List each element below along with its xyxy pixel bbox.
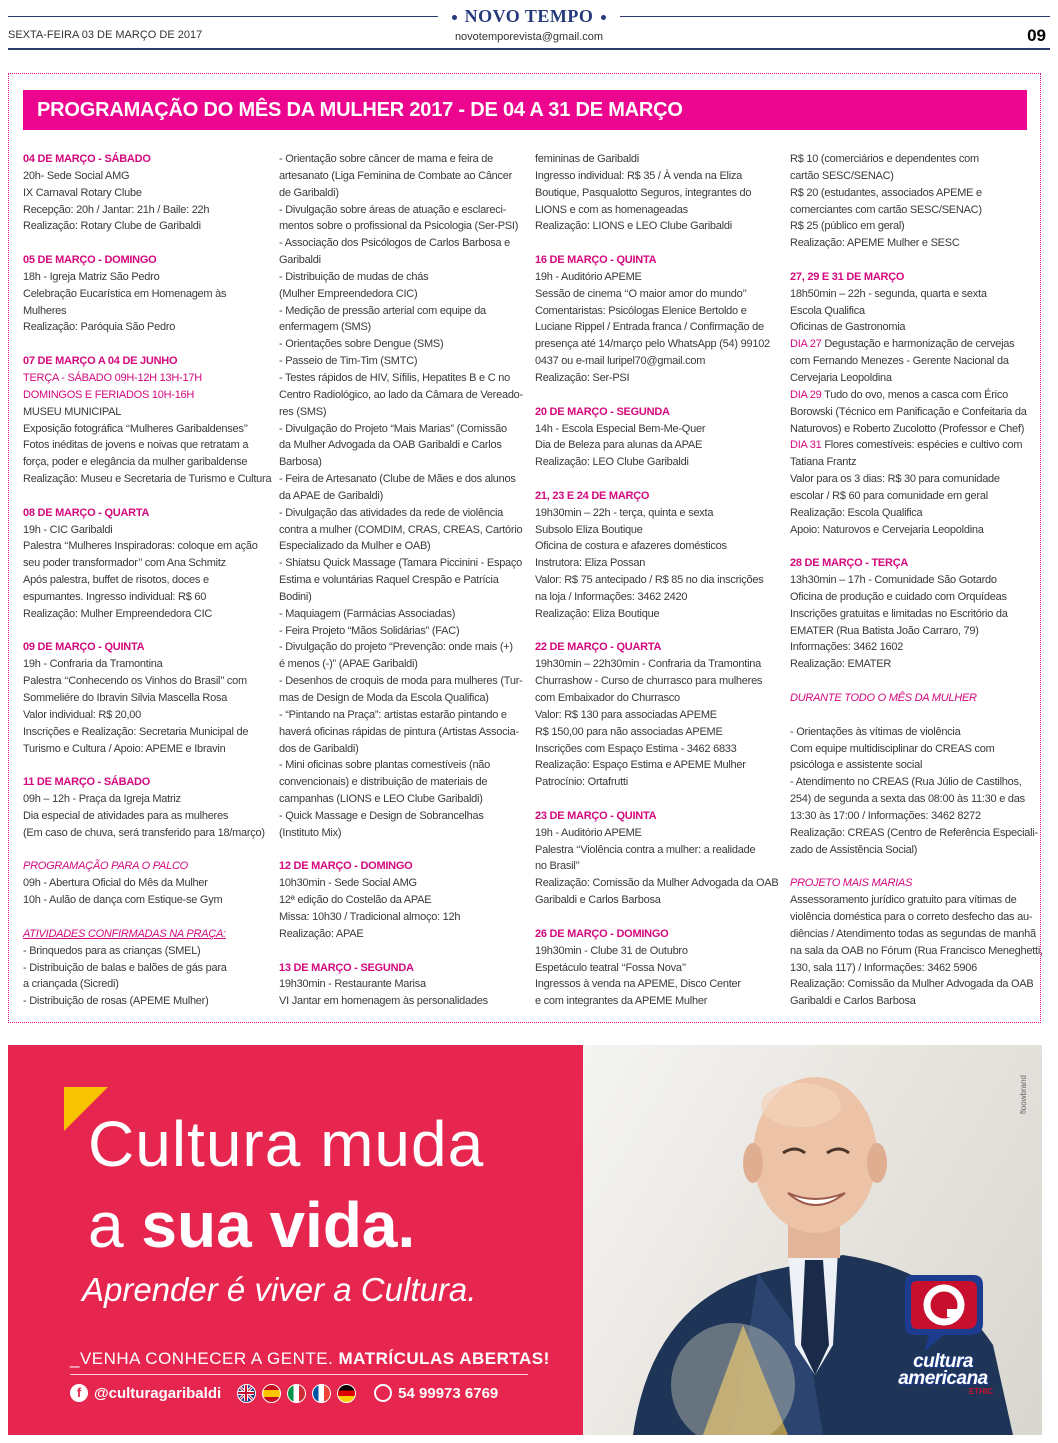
event-detail: 09h – 12h - Praça da Igreja Matriz: [23, 793, 181, 806]
event-detail: Palestra ‘‘Conhecendo os Vinhos do Brasil’’ com: [23, 675, 247, 688]
event-detail: - Mini oficinas sobre plantas comestíveis (não: [279, 759, 491, 772]
event-detail: Bodini): [279, 590, 312, 603]
event-detail: Missa: 10h30 / Tradicional almoço: 12h: [279, 910, 461, 923]
event-detail: na sala da OAB no Fórum (Rua Francisco Meneghetti,: [790, 944, 1043, 957]
event-detail: (Em caso de chuva, será transferido para 18/março): [23, 826, 265, 839]
event-date-heading: 11 DE MARÇO - SÁBADO: [23, 776, 151, 789]
spacer: [23, 488, 268, 505]
italy-flag-icon: [287, 1384, 306, 1403]
event-detail: Subsolo Eliza Boutique: [535, 523, 643, 536]
event-detail: 254) de segunda a sexta das 08:00 às 11:30 e das: [790, 793, 1025, 806]
ad-cta-text: _VENHA CONHECER A GENTE.: [70, 1349, 339, 1368]
event-detail: Valor: R$ 75 antecipado / R$ 85 no dia inscrições: [535, 574, 764, 587]
event-detail: campanhas (LIONS e LEO Clube Garibaldi): [279, 793, 483, 806]
event-detail: da Mulher Advogada da OAB Garibaldi e Carlos: [279, 439, 502, 452]
event-detail: - Testes rápidos de HIV, Sífilis, Hepatites B e C no: [279, 371, 510, 384]
event-detail: Barbosa): [279, 456, 322, 469]
spacer: [23, 842, 268, 859]
event-date-heading: 05 DE MARÇO - DOMINGO: [23, 254, 157, 267]
event-detail: Realização: Escola Qualifica: [790, 506, 923, 519]
event-detail: - Shiatsu Quick Massage (Tamara Piccinini - Espaço: [279, 557, 523, 570]
event-detail: 10h - Aulão de dança com Estique-se Gym: [23, 894, 223, 907]
ad-panel: [8, 1045, 583, 1435]
contact-email[interactable]: novotemporevista@gmail.com: [454, 31, 604, 43]
event-detail: - Passeio de Tim-Tim (SMTC): [279, 355, 418, 368]
logo-text-1: cultura: [913, 1351, 973, 1372]
event-detail: 18h - Igreja Matriz São Pedro: [23, 270, 160, 283]
event-date-heading: 26 DE MARÇO - DOMINGO: [535, 927, 669, 940]
event-detail: 19h - Auditório APEME: [535, 270, 642, 283]
spacer: [535, 387, 780, 404]
event-detail: - Distribuição de rosas (APEME Mulher): [23, 995, 209, 1008]
spacer: [279, 943, 524, 960]
ad-headline-1: Cultura muda: [88, 1108, 485, 1180]
event-detail: 19h30min - Clube 31 de Outubro: [535, 944, 688, 957]
event-detail: R$ 150,00 para não associadas APEME: [535, 725, 723, 738]
event-detail: Sessão de cinema ‘‘O maior amor do mundo’’: [535, 287, 747, 300]
spacer: [790, 252, 1035, 269]
event-detail: - Maquiagem (Farmácias Associadas): [279, 607, 456, 620]
publication-name: NOVO TEMPO: [464, 6, 594, 26]
event-detail: Inscrições gratuitas e limitadas no Escritório da: [790, 607, 1008, 620]
event-detail: violência doméstica para o correto desfecho das au-: [790, 910, 1033, 923]
event-detail: 130, sala 117) / Informações: 3462 5906: [790, 961, 977, 974]
event-detail: escolar / R$ 60 para comunidade em geral: [790, 489, 988, 502]
event-detail: - Associação dos Psicólogos de Carlos Barbosa e: [279, 237, 510, 250]
day-label: DIA 31: [790, 439, 822, 452]
spacer: [535, 909, 780, 926]
event-detail: Valor para os 3 dias: R$ 30 para comunidade: [790, 473, 1000, 486]
event-detail: Patrocínio: Ortafrutti: [535, 776, 628, 789]
event-date-heading: 27, 29 E 31 DE MARÇO: [790, 270, 905, 283]
event-detail: 12ª edição do Costelão da APAE: [279, 894, 432, 907]
spacer: [790, 673, 1035, 690]
event-detail: Garibaldi e Carlos Barbosa: [535, 894, 661, 907]
event-detail: Tatiana Frantz: [790, 456, 857, 469]
event-detail: Realização: Rotary Clube de Garibaldi: [23, 220, 201, 233]
event-date-heading: 22 DE MARÇO - QUARTA: [535, 641, 662, 654]
spacer: [23, 909, 268, 926]
event-detail: Turismo e Cultura / Apoio: APEME e Ibravin: [23, 742, 226, 755]
whatsapp-icon[interactable]: [374, 1384, 392, 1402]
event-detail: 13h30min – 17h - Comunidade São Gotardo: [790, 574, 997, 587]
event-detail: Realização: Mulher Empreendedora CIC: [23, 607, 213, 620]
event-date-heading: 28 DE MARÇO - TERÇA: [790, 557, 909, 570]
event-detail: 13:30 às 17:00 / Informações: 3462 8272: [790, 809, 981, 822]
event-detail: haverá oficinas rápidas de pintura (Artistas Associa-: [279, 725, 519, 738]
event-detail: cartão SESC/SENAC): [790, 169, 894, 182]
event-detail: - Atendimento no CREAS (Rua Júlio de Castilhos,: [790, 776, 1022, 789]
event-detail: Realização: Paróquia São Pedro: [23, 321, 176, 334]
event-detail: Naturovos) e Roberto Zucolotto (Professor e Chef): [790, 422, 1025, 435]
event-detail: Ingresso individual: R$ 35 / À venda na Eliza: [535, 169, 743, 182]
spacer: [23, 235, 268, 252]
event-detail: - Quick Massage e Design de Sobrancelhas: [279, 809, 484, 822]
program-column-1: [23, 151, 272, 1010]
event-date-heading: 12 DE MARÇO - DOMINGO: [279, 860, 413, 873]
event-detail: Inscrições e Realização: Secretaria Municipal de: [23, 725, 249, 738]
event-detail: contra a mulher (COMDIM, CRAS, CREAS, Cartório: [279, 523, 523, 536]
spacer: [535, 471, 780, 488]
event-detail: R$ 10 (comerciários e dependentes com: [790, 153, 979, 165]
event-detail: Oficinas de Gastronomia: [790, 321, 906, 334]
event-detail: 09h - Abertura Oficial do Mês da Mulher: [23, 877, 208, 890]
section-subheading: PROJETO MAIS MARIAS: [790, 877, 913, 890]
event-date-heading: 13 DE MARÇO - SEGUNDA: [279, 961, 414, 974]
event-detail: 19h - Confraria da Tramontina: [23, 658, 163, 671]
event-detail: - Orientações sobre Dengue (SMS): [279, 338, 444, 351]
section-subheading: PROGRAMAÇÃO PARA O PALCO: [23, 860, 188, 873]
event-detail: 19h - Auditório APEME: [535, 826, 642, 839]
event-date-heading: 21, 23 E 24 DE MARÇO: [535, 489, 650, 502]
event-detail: - Distribuição de balas e balões de gás para: [23, 961, 227, 974]
france-flag-icon: [312, 1384, 331, 1403]
event-detail: Instrutora: Eliza Possan: [535, 557, 646, 570]
masthead-rule-bottom: [8, 48, 1050, 50]
masthead-title: [0, 6, 1058, 27]
event-detail: Estima e voluntárias Raquel Crespão e Patrícia: [279, 574, 499, 587]
event-date-heading: 08 DE MARÇO - QUARTA: [23, 506, 150, 519]
event-detail: de Garibaldi): [279, 186, 339, 199]
event-detail: Mulheres: [23, 304, 67, 317]
program-column-3: [535, 151, 780, 1010]
event-detail: - Distribuição de mudas de chás: [279, 270, 429, 283]
ad-headline-2-prefix: a: [88, 1189, 142, 1261]
event-detail: 19h30min – 22h30min - Confraria da Tramontina: [535, 658, 761, 671]
event-detail: Realização: Eliza Boutique: [535, 607, 660, 620]
event-detail: espumantes. Ingresso individual: R$ 60: [23, 590, 207, 603]
event-detail: Valor: R$ 130 para associadas APEME: [535, 708, 717, 721]
event-detail: Churrashow - Curso de churrasco para mulheres: [535, 675, 763, 688]
event-detail: na loja / Informações: 3462 2420: [535, 590, 688, 603]
spacer: [535, 791, 780, 808]
photo-credit: floowbrand: [1019, 1075, 1028, 1115]
event-detail: 20h- Sede Social AMG: [23, 169, 130, 182]
day-label: DIA 29: [790, 388, 822, 401]
bullet-icon: [601, 15, 606, 20]
event-detail: Realização: Museu e Secretaria de Turismo e Cultura: [23, 473, 272, 486]
event-detail: psicóloga e assistente social: [790, 759, 923, 772]
spacer: [790, 707, 1035, 724]
event-date-heading: 20 DE MARÇO - SEGUNDA: [535, 405, 670, 418]
cultura-americana-logo: [883, 1273, 1003, 1396]
event-detail: 10h30min - Sede Social AMG: [279, 877, 417, 890]
event-detail: no Brasil’’: [535, 860, 580, 873]
event-detail: Exposição fotográfica ‘‘Mulheres Garibaldenses’’: [23, 422, 248, 435]
event-detail: - Orientação sobre câncer de mama e feira de: [279, 153, 494, 165]
event-detail: presença até 14/março pelo WhatsApp (54) 99102: [535, 338, 770, 351]
social-handle[interactable]: @culturagaribaldi: [94, 1384, 222, 1402]
event-detail: Boutique, Pasqualotto Seguros, integrantes do: [535, 186, 752, 199]
program-title: PROGRAMAÇÃO DO MÊS DA MULHER 2017 - DE 04 A 31 DE MARÇO: [23, 90, 1027, 130]
event-detail: Valor individual: R$ 20,00: [23, 708, 142, 721]
spacer: [23, 623, 268, 640]
event-detail: R$ 25 (público em geral): [790, 220, 905, 233]
event-detail: Escola Qualifica: [790, 304, 865, 317]
event-detail: mas de Design de Moda da Escola Qualifica): [279, 692, 489, 704]
event-date-heading: 16 DE MARÇO - QUINTA: [535, 254, 657, 267]
event-detail: 19h30min - Restaurante Marisa: [279, 978, 426, 991]
event-detail: - Divulgação do Projeto “Mais Marias” (Comissão: [279, 422, 507, 435]
logo-text-2: americana: [898, 1368, 988, 1389]
day-label: DIA 27: [790, 338, 822, 351]
program-column-4: [790, 151, 1043, 1010]
event-detail: - Divulgação do projeto “Prevenção: onde mais (+): [279, 641, 513, 654]
spacer: [790, 858, 1035, 875]
ad-photo-panel: [583, 1045, 1042, 1435]
event-detail: dos de Garibaldi): [279, 742, 359, 755]
event-detail: R$ 20 (estudantes, associados APEME e: [790, 186, 982, 199]
spacer: [23, 336, 268, 353]
event-detail: convencionais) e distribuição de materiais de: [279, 776, 488, 789]
event-detail: Oficina de costura e afazeres domésticos: [535, 540, 727, 553]
event-detail: Após palestra, buffet de risotos, doces e: [23, 574, 209, 587]
event-detail: Com equipe multidisciplinar do CREAS com: [790, 742, 995, 755]
event-detail: - Divulgação das atividades da rede de violência: [279, 506, 504, 519]
event-detail: Realização: LEO Clube Garibaldi: [535, 456, 689, 469]
event-detail: com Fernando Menezes - Gerente Nacional da: [790, 355, 1009, 368]
event-detail: Palestra ‘‘Violência contra a mulher: a realidade: [535, 843, 756, 856]
spacer: [535, 235, 780, 252]
section-subheading: DURANTE TODO O MÊS DA MULHER: [790, 692, 977, 704]
event-detail: EMATER (Rua Batista João Carraro, 79): [790, 624, 979, 637]
event-detail: Luciane Rippel / Entrada franca / Confirmação de: [535, 321, 764, 334]
uk-flag-icon: [237, 1384, 256, 1403]
event-detail: Realização: Espaço Estima e APEME Mulher: [535, 759, 746, 772]
program-column-2: [279, 151, 524, 1010]
spacer: [535, 623, 780, 640]
event-detail: - Brinquedos para as crianças (SMEL): [23, 944, 201, 957]
event-detail: (Instituto Mix): [279, 826, 342, 839]
event-detail: - “Pintando na Praça”: artistas estarão pintando e: [279, 708, 507, 721]
event-detail: (Mulher Empreendedora CIC): [279, 287, 418, 300]
event-detail: - Divulgação sobre áreas de atuação e esclareci-: [279, 203, 507, 216]
event-day-line: [790, 437, 1035, 454]
event-detail: Realização: EMATER: [790, 658, 892, 671]
event-detail: Dia especial de atividades para as mulheres: [23, 809, 229, 822]
event-day-line: [790, 387, 1035, 404]
event-detail: Assessoramento jurídico gratuito para vítimas de: [790, 894, 1017, 907]
event-detail: enfermagem (SMS): [279, 321, 371, 334]
event-detail: IX Carnaval Rotary Clube: [23, 186, 142, 199]
spacer: [23, 757, 268, 774]
masthead: [0, 0, 1058, 56]
ad-phone[interactable]: 54 99973 6769: [398, 1384, 499, 1402]
germany-flag-icon: [337, 1384, 356, 1403]
event-detail: Fotos inéditas de jovens e noivas que retratam a: [23, 439, 249, 452]
event-schedule: DOMINGOS E FERIADOS 10H-16H: [23, 388, 195, 401]
event-detail: da APAE de Garibaldi): [279, 489, 383, 502]
event-detail: mentos sobre o profissional da Psicologia (Ser-PSI): [279, 220, 519, 233]
spacer: [279, 842, 524, 859]
event-detail: e com integrantes da APEME Mulher: [535, 995, 708, 1008]
event-detail: Realização: LIONS e LEO Clube Garibaldi: [535, 220, 732, 233]
event-detail: a criançada (Sicredi): [23, 978, 119, 991]
event-detail: diências / Atendimento todas as segundas de manhã: [790, 927, 1036, 940]
ad-divider: [70, 1374, 528, 1375]
event-detail: Realização: Comissão da Mulher Advogada da OAB: [790, 978, 1034, 991]
ad-social-row: [70, 1381, 498, 1405]
event-detail: Inscrições com Espaço Estima - 3462 6833: [535, 742, 737, 755]
event-detail: Informações: 3462 1602: [790, 641, 904, 654]
event-date-heading: 09 DE MARÇO - QUINTA: [23, 641, 145, 654]
event-detail: 18h50min – 22h - segunda, quarta e sexta: [790, 287, 987, 300]
event-detail: femininas de Garibaldi: [535, 153, 639, 165]
event-detail: seu poder transformador’’ com Ana Schmitz: [23, 557, 226, 570]
event-detail: LIONS e com as homenageadas: [535, 203, 688, 216]
event-detail: Borowski (Técnico em Panificação e Confeitaria da: [790, 405, 1027, 418]
event-detail: Realização: Ser-PSI: [535, 371, 630, 384]
ad-headline-2: [88, 1188, 415, 1262]
event-detail: Cervejaria Leopoldina: [790, 371, 892, 384]
ad-headline-2-bold: sua vida.: [141, 1189, 416, 1261]
event-detail: Realização: Comissão da Mulher Advogada da OAB: [535, 877, 779, 890]
event-detail: força, poder e elegância da mulher garibaldense: [23, 456, 248, 469]
event-schedule: TERÇA - SÁBADO 09H-12H 13H-17H: [23, 371, 202, 384]
event-detail: VI Jantar em homenagem às personalidades: [279, 995, 488, 1008]
event-date-heading: 04 DE MARÇO - SÁBADO: [23, 153, 151, 165]
event-detail: - Desenhos de croquis de moda para mulheres (Tur-: [279, 675, 523, 688]
event-detail: Ingressos à venda na APEME, Disco Center: [535, 978, 741, 991]
event-detail: artesanato (Liga Feminina de Combate ao Câncer: [279, 169, 513, 182]
event-detail: 19h30min – 22h - terça, quinta e sexta: [535, 506, 714, 519]
event-date-heading: 07 DE MARÇO A 04 DE JUNHO: [23, 355, 178, 368]
day-description: Tudo do ovo, menos a casca com Érico: [821, 388, 1008, 401]
logo-ethic: ETHIC: [969, 1387, 993, 1396]
event-detail: é menos (-)” (APAE Garibaldi): [279, 658, 418, 671]
event-detail: - Orientações às vítimas de violência: [790, 725, 961, 738]
event-detail: Especializado da Mulher e OAB): [279, 540, 431, 553]
event-detail: Garibaldi: [279, 254, 321, 267]
event-detail: Realização: APAE: [279, 927, 364, 940]
event-detail: MUSEU MUNICIPAL: [23, 405, 122, 418]
issue-date: SEXTA-FEIRA 03 DE MARÇO DE 2017: [8, 29, 203, 41]
event-detail: Apoio: Naturovos e Cervejaria Leopoldina: [790, 523, 984, 536]
event-detail: Dia de Beleza para alunas da APAE: [535, 439, 703, 452]
event-detail: Espetáculo teatral ‘‘Fossa Nova’’: [535, 961, 686, 974]
event-detail: res (SMS): [279, 405, 327, 418]
ad-cta: [70, 1349, 550, 1369]
ad-cta-bold: MATRÍCULAS ABERTAS!: [338, 1349, 550, 1368]
facebook-icon[interactable]: f: [70, 1384, 88, 1402]
advertisement: [8, 1045, 1042, 1435]
bullet-icon: [452, 15, 457, 20]
spain-flag-icon: [262, 1384, 281, 1403]
event-detail: comerciantes com cartão SESC/SENAC): [790, 203, 982, 216]
event-day-line: [790, 336, 1035, 353]
spacer: [790, 538, 1035, 555]
event-detail: 0437 ou e-mail luripel70@gmail.com: [535, 355, 706, 368]
event-detail: Sommeliére do Ibravin Silvia Mascella Rosa: [23, 692, 228, 704]
logo-speech-bubble-icon: [897, 1273, 989, 1353]
program-box: [8, 73, 1041, 1023]
event-detail: com Embaixador do Churrasco: [535, 692, 680, 704]
event-detail: - Feira de Artesanato (Clube de Mães e dos alunos: [279, 473, 516, 486]
day-description: Flores comestíveis: espécies e cultivo com: [821, 439, 1023, 452]
event-detail: Oficina de produção e cuidado com Orquídeas: [790, 590, 1007, 603]
section-subheading: ATIVIDADES CONFIRMADAS NA PRAÇA:: [23, 927, 226, 940]
event-detail: Realização: CREAS (Centro de Referência Especiali-: [790, 826, 1038, 839]
day-description: Degustação e harmonização de cervejas: [821, 338, 1015, 351]
event-detail: - Medição de pressão arterial com equipe da: [279, 304, 486, 317]
page-number: 09: [1027, 26, 1046, 45]
event-date-heading: 23 DE MARÇO - QUINTA: [535, 809, 657, 822]
event-detail: Celebração Eucarística em Homenagem às: [23, 287, 227, 300]
event-detail: Recepção: 20h / Jantar: 21h / Baile: 22h: [23, 203, 210, 216]
event-detail: - Feira Projeto “Mãos Solidárias” (FAC): [279, 624, 460, 637]
event-detail: Centro Radiológico, ao lado da Câmara de Vereado-: [279, 388, 523, 401]
event-detail: Comentaristas: Psicólogas Elenice Bertoldo e: [535, 304, 747, 317]
event-detail: Garibaldi e Carlos Barbosa: [790, 995, 916, 1008]
event-detail: 14h - Escola Especial Bem-Me-Quer: [535, 422, 706, 435]
event-detail: Realização: APEME Mulher e SESC: [790, 237, 960, 250]
ad-tagline: Aprender é viver a Cultura.: [82, 1271, 477, 1308]
event-detail: 19h - CIC Garibaldi: [23, 523, 113, 536]
event-detail: Palestra ‘‘Mulheres Inspiradoras: coloque em ação: [23, 540, 258, 553]
event-detail: zado de Assistência Social): [790, 843, 918, 856]
